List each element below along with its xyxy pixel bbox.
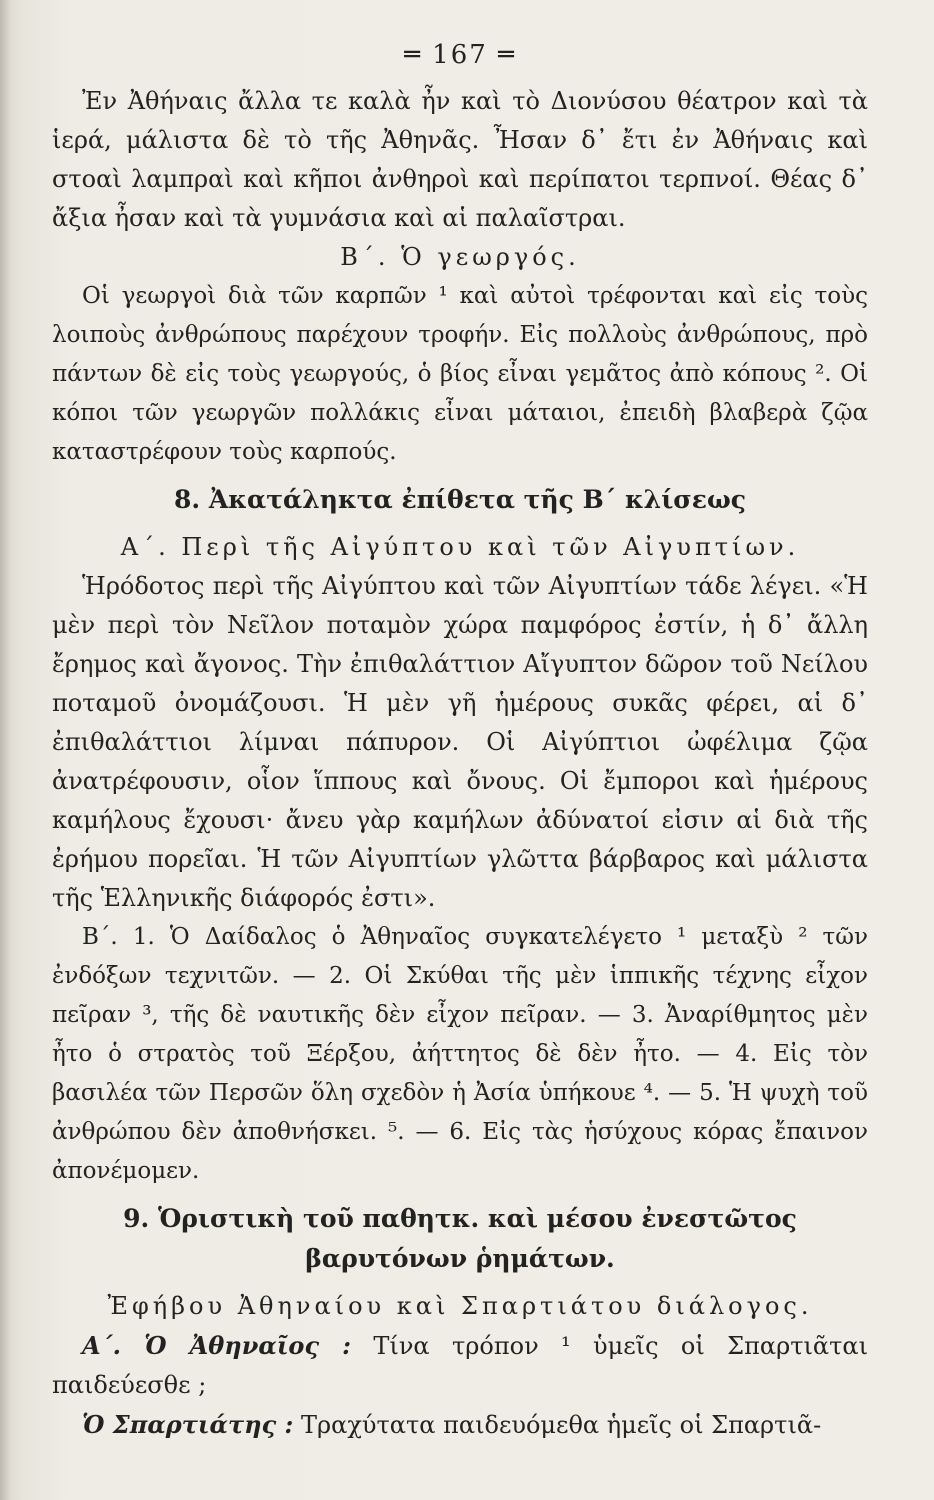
paragraph-egypt: Ἡρόδοτος περὶ τῆς Αἰγύπτου καὶ τῶν Αἰγυπτίων τάδε λέγει. «Ἡ μὲν περὶ τὸν Νεῖλον ποταμὸν χώρα παμφόρος ἐστίν, ἡ δ᾽ ἄλλη ἔρημος καὶ ἄγονος. Τὴν ἐπιθαλάττιον Αἴγυπτον δῶρον τοῦ Νείλου ποταμοῦ ὀνομάζουσι. Ἡ μὲν γῆ ἡμέρους συκᾶς φέρει, αἱ δ᾽ ἐπιθαλάττιοι λίμναι πάπυρον. Οἱ Αἰγύπτιοι ὠφέλιμα ζῷα ἀνατρέφουσιν, οἷον ἵππους καὶ ὄνους. Οἱ ἔμποροι καὶ ἡμέρους καμήλους ἔχουσι· ἄνευ γὰρ καμήλων ἀδύνατοί εἰσιν αἱ διὰ τῆς ἐρήμου πορεῖαι. Ἡ τῶν Αἰγυπτίων γλῶττα βάρβαρος καὶ μάλιστα τῆς Ἑλληνικῆς διάφορός ἐστι». bbox=[52, 572, 868, 912]
heading-egypt: Α΄. Περὶ τῆς Αἰγύπτου καὶ τῶν Αἰγυπτίων. bbox=[120, 533, 800, 561]
dialog-line-spartan bbox=[52, 1405, 868, 1445]
dialog-title: Ἐφήβου Ἀθηναίου καὶ Σπαρτιάτου διάλογος. bbox=[107, 1292, 813, 1320]
section-heading-8: 8. Ἀκατάληκτα ἐπίθετα τῆς Β΄ κλίσεως bbox=[174, 485, 746, 514]
section-heading-9-line1: 9. Ὁριστικὴ τοῦ παθητκ. καὶ μέσου ἐνεστῶτος bbox=[123, 1204, 797, 1233]
page-gutter bbox=[0, 0, 10, 1500]
dialog-text-spartan: Τραχύτατα παιδευόμεθα ἡμεῖς οἱ Σπαρτιᾶ- bbox=[301, 1411, 822, 1439]
section-heading-9-line2: βαρυτόνων ῥημάτων. bbox=[305, 1244, 615, 1273]
heading-farmer: Β΄. Ὁ γεωργός. bbox=[340, 243, 580, 271]
section-heading-9 bbox=[52, 1199, 868, 1279]
dialog-line-athenian bbox=[52, 1326, 868, 1405]
paragraph-exercises: Β΄. 1. Ὁ Δαίδαλος ὁ Ἀθηναῖος συγκατελέγετο ¹ μεταξὺ ² τῶν ἐνδόξων τεχνιτῶν. — 2. Οἱ Σκύθαι τῆς μὲν ἱππικῆς τέχνης εἶχον πεῖραν ³, τῆς δὲ ναυτικῆς δὲν εἶχον πεῖραν. — 3. Ἀναρίθμητος μὲν ἦτο ὁ στρατὸς τοῦ Ξέρξου, ἀήττητος δὲ δὲν ἦτο. — 4. Εἰς τὸν βασιλέα τῶν Περσῶν ὅλη σχεδὸν ἡ Ἀσία ὑπήκουε ⁴. — 5. Ἡ ψυχὴ τοῦ ἀνθρώπου δὲν ἀποθνήσκει. ⁵. — 6. Εἰς τὰς ἡσύχους κόρας ἔπαινον ἀπονέμομεν. bbox=[52, 924, 868, 1184]
paragraph-athens: Ἐν Ἀθήναις ἄλλα τε καλὰ ἦν καὶ τὸ Διονύσου θέατρον καὶ τὰ ἱερά, μάλιστα δὲ τὸ τῆς Ἀθηνᾶς. Ἦσαν δ᾽ ἔτι ἐν Ἀθήναις καὶ στοαὶ λαμπραὶ καὶ κῆποι ἀνθηροὶ καὶ περίπατοι τερπνοί. Θέας δ᾽ ἄξια ἦσαν καὶ τὰ γυμνάσια καὶ αἱ παλαῖστραι. bbox=[52, 87, 868, 232]
paragraph-farmer: Οἱ γεωργοὶ διὰ τῶν καρπῶν ¹ καὶ αὐτοὶ τρέφονται καὶ εἰς τοὺς λοιποὺς ἀνθρώπους παρέχουν τροφήν. Εἰς πολλοὺς ἀνθρώπους, πρὸ πάντων δὲ εἰς τοὺς γεωργούς, ὁ βίος εἶναι γεμᾶτος ἀπὸ κόπους ². Οἱ κόποι τῶν γεωργῶν πολλάκις εἶναι μάταιοι, ἐπειδὴ βλαβερὰ ζῷα καταστρέφουν τοὺς καρπούς. bbox=[52, 283, 868, 465]
dialog-text-athenian: Τίνα τρόπον ¹ ὑμεῖς οἱ Σπαρτιᾶται παιδεύεσθε ; bbox=[52, 1332, 868, 1399]
speaker-spartan: Ὁ Σπαρτιάτης : bbox=[82, 1410, 294, 1439]
speaker-athenian: Α΄. Ὁ Ἀθηναῖος : bbox=[82, 1331, 352, 1360]
page-number: ═ 167 ═ bbox=[404, 40, 516, 70]
